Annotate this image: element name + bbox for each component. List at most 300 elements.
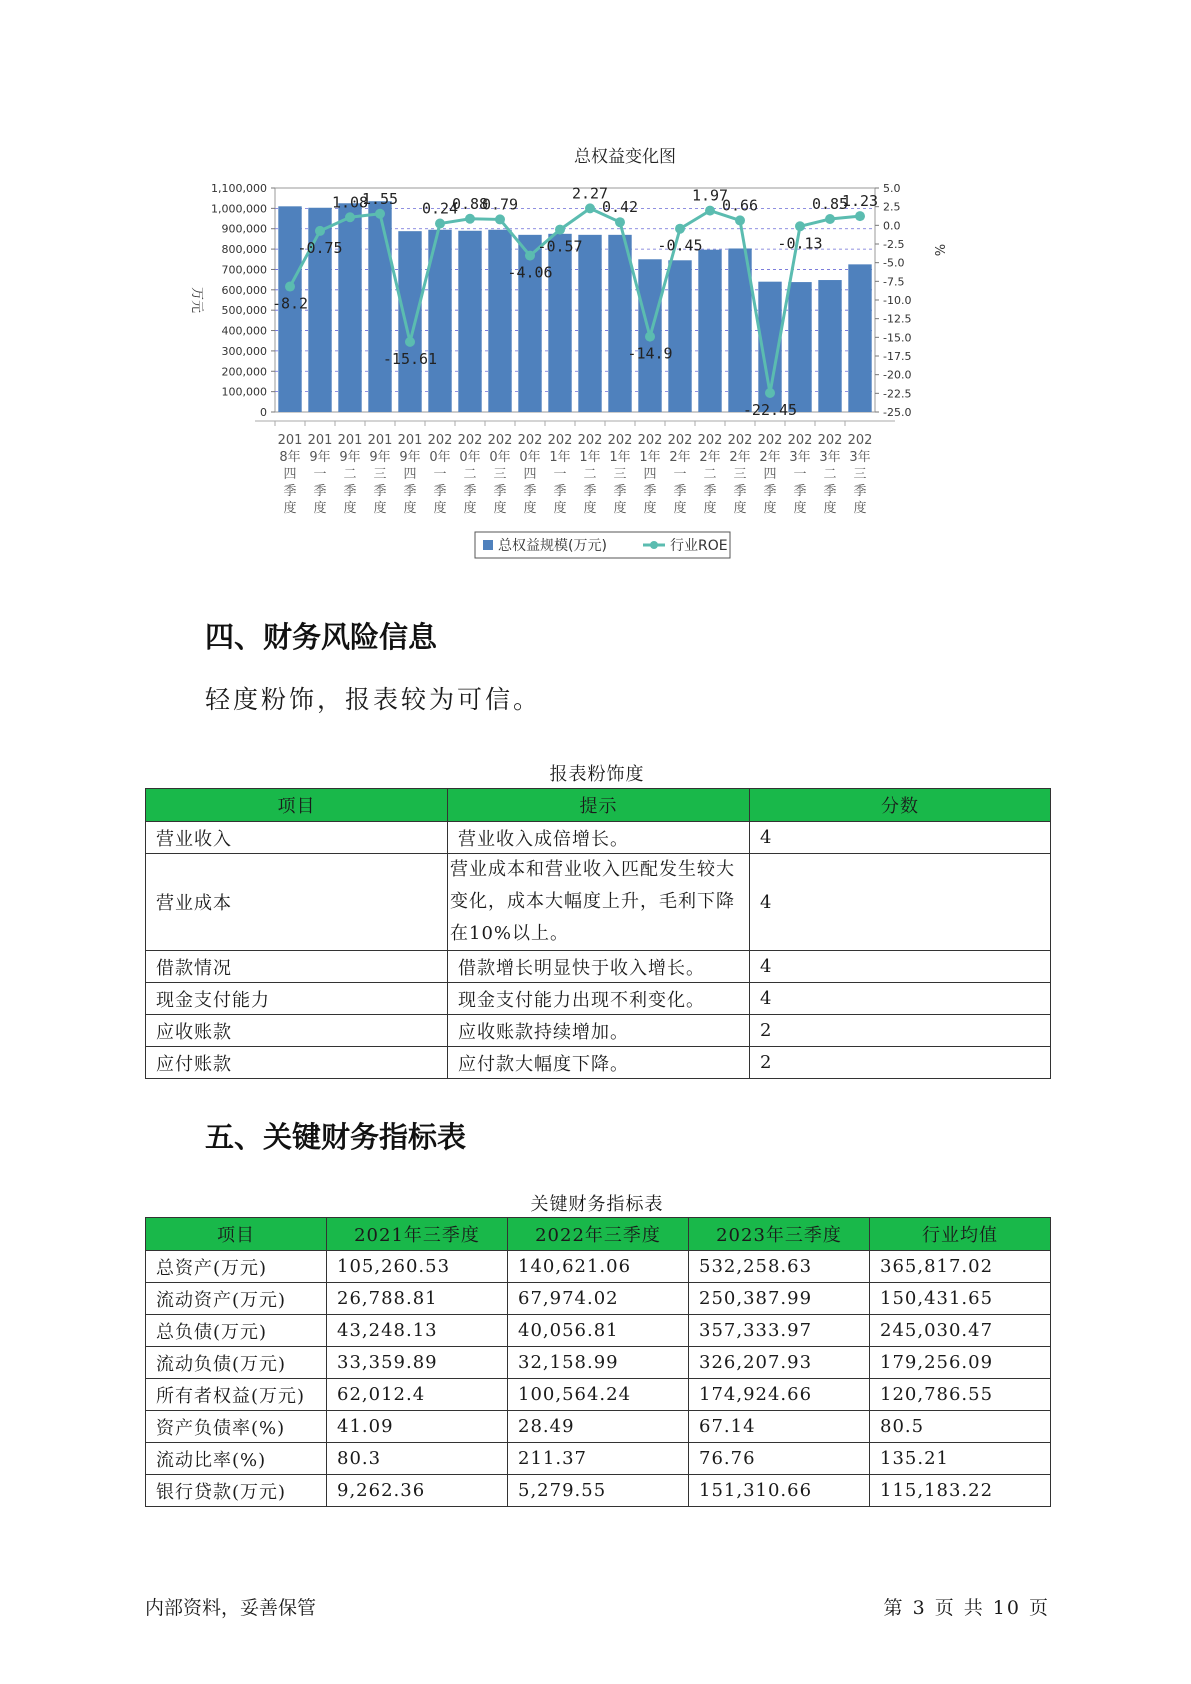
x-tick-label-part: 3年	[819, 450, 841, 465]
y-tick-label: 100,000	[221, 385, 267, 399]
table-cell: 现金支付能力出现不利变化。	[448, 983, 750, 1015]
x-tick-label	[518, 433, 543, 516]
y-tick-label: 900,000	[221, 222, 267, 236]
x-tick-label-part: 季	[283, 484, 297, 499]
roe-point	[315, 226, 325, 236]
table-cell: 资产负债率(%)	[146, 1411, 327, 1443]
table-cell: 应付账款	[146, 1047, 448, 1079]
x-tick-label	[578, 433, 603, 516]
roe-point	[645, 332, 655, 342]
table-cell: 流动比率(%)	[146, 1443, 327, 1475]
y2-tick-label: -15.0	[883, 331, 912, 345]
x-tick-label-part: 季	[763, 484, 777, 499]
y-axis-label: 万元	[189, 286, 204, 314]
x-tick-label-part: 度	[793, 501, 807, 516]
y2-tick-label: -25.0	[883, 406, 912, 419]
x-tick-label-part: 三	[493, 467, 507, 482]
x-tick-label-part: 季	[673, 484, 687, 499]
x-tick-label-part: 202	[457, 433, 483, 448]
x-tick-label	[698, 433, 723, 516]
roe-data-label: -0.13	[777, 234, 823, 253]
bar	[518, 235, 541, 412]
bar	[698, 250, 721, 412]
x-tick-label	[758, 433, 783, 516]
x-tick-label-part: 度	[643, 501, 657, 516]
roe-point	[855, 211, 865, 221]
table-cell: 76.76	[689, 1443, 870, 1475]
x-tick-label	[338, 433, 363, 516]
table-row	[146, 1047, 1051, 1079]
equity-chart	[165, 140, 985, 590]
x-tick-label-part: 二	[703, 467, 717, 482]
table-cell: 营业收入成倍增长。	[448, 822, 750, 854]
x-tick-label	[308, 433, 333, 516]
bar	[338, 203, 361, 412]
x-tick-label-part: 四	[403, 467, 417, 482]
x-tick-label-part: 201	[307, 433, 333, 448]
table-row	[146, 1347, 1051, 1379]
legend-line-label: 行业ROE	[670, 538, 728, 554]
roe-data-label: 0.42	[601, 198, 639, 217]
x-tick-label-part: 一	[313, 467, 327, 482]
y2-tick-label: -5.0	[883, 256, 905, 270]
roe-point	[615, 217, 625, 227]
x-tick-label-part: 季	[793, 484, 807, 499]
table-cell: 43,248.13	[327, 1315, 508, 1347]
table-cell: 所有者权益(万元)	[146, 1379, 327, 1411]
x-tick-label-part: 1年	[639, 450, 661, 465]
legend-line-marker	[650, 541, 658, 549]
x-tick-label-part: 二	[343, 467, 357, 482]
x-tick-label-part: 四	[643, 467, 657, 482]
table-row	[146, 1283, 1051, 1315]
x-tick-label-part: 1年	[609, 450, 631, 465]
roe-point	[435, 219, 445, 229]
x-tick-label-part: 度	[313, 501, 327, 516]
table-cell: 115,183.22	[870, 1475, 1051, 1507]
x-tick-label-part: 季	[643, 484, 657, 499]
x-tick-label-part: 202	[547, 433, 573, 448]
x-tick-label-part: 度	[763, 501, 777, 516]
y-tick-label: 1,100,000	[211, 182, 267, 195]
table-cell: 应付款大幅度下降。	[448, 1047, 750, 1079]
table-cell: 4	[750, 951, 1051, 983]
table-cell: 借款增长明显快于收入增长。	[448, 951, 750, 983]
x-tick-label-part: 度	[493, 501, 507, 516]
x-tick-label-part: 季	[463, 484, 477, 499]
y-tick-label: 300,000	[221, 344, 267, 358]
x-tick-label-part: 202	[637, 433, 663, 448]
x-tick-label-part: 201	[367, 433, 393, 448]
x-tick-label-part: 度	[463, 501, 477, 516]
bar	[488, 230, 511, 412]
x-tick-label-part: 202	[727, 433, 753, 448]
roe-data-label: 2.27	[571, 184, 609, 203]
x-tick-label-part: 二	[583, 467, 597, 482]
y2-tick-label: 5.0	[883, 182, 901, 195]
table-cell: 105,260.53	[327, 1251, 508, 1283]
y-tick-label: 600,000	[221, 283, 267, 297]
x-tick-label-part: 季	[613, 484, 627, 499]
header-cell: 项目	[146, 1218, 327, 1251]
x-tick-label-part: 202	[757, 433, 783, 448]
header-cell: 行业均值	[870, 1218, 1051, 1251]
x-tick-label-part: 二	[823, 467, 837, 482]
x-tick-label-part: 202	[667, 433, 693, 448]
roe-data-label: -22.45	[742, 400, 798, 419]
table-row	[146, 1475, 1051, 1507]
table-cell: 5,279.55	[508, 1475, 689, 1507]
x-tick-label-part: 季	[733, 484, 747, 499]
y-tick-label: 0	[260, 406, 267, 419]
header-cell: 项目	[146, 789, 448, 822]
roe-point	[555, 225, 565, 235]
x-tick-label-part: 0年	[519, 450, 541, 465]
table-cell: 4	[750, 822, 1051, 854]
bar	[578, 235, 601, 412]
x-tick-label-part: 四	[523, 467, 537, 482]
table-cell: 银行贷款(万元)	[146, 1475, 327, 1507]
x-tick-label-part: 202	[817, 433, 843, 448]
x-tick-label-part: 9年	[399, 450, 421, 465]
x-tick-label-part: 2年	[669, 450, 691, 465]
table-cell: 532,258.63	[689, 1251, 870, 1283]
chart-title: 总权益变化图	[574, 147, 676, 167]
x-tick-label	[638, 433, 663, 516]
table-cell: 150,431.65	[870, 1283, 1051, 1315]
y2-axis-label: %	[931, 243, 946, 257]
table-cell: 应收账款持续增加。	[448, 1015, 750, 1047]
roe-data-label: -15.61	[382, 349, 438, 368]
table-cell: 营业收入	[146, 822, 448, 854]
y2-tick-label: -7.5	[883, 275, 905, 289]
roe-point	[675, 224, 685, 234]
header-cell: 2023年三季度	[689, 1218, 870, 1251]
roe-data-label: 0.85	[811, 194, 849, 213]
bar	[848, 264, 871, 412]
table-cell: 62,012.4	[327, 1379, 508, 1411]
bar	[458, 231, 481, 412]
table-cell: 营业成本	[146, 854, 448, 951]
table-cell: 211.37	[508, 1443, 689, 1475]
table-cell: 365,817.02	[870, 1251, 1051, 1283]
y2-tick-label: 0.0	[883, 219, 901, 233]
table-row	[146, 951, 1051, 983]
x-tick-label-part: 度	[403, 501, 417, 516]
table-row	[146, 1315, 1051, 1347]
roe-point	[705, 206, 715, 216]
table-cell: 250,387.99	[689, 1283, 870, 1315]
legend-bar-swatch	[483, 540, 493, 550]
roe-point	[375, 209, 385, 219]
y2-tick-label: -10.0	[883, 294, 912, 307]
x-tick-label-part: 202	[787, 433, 813, 448]
x-tick-label-part: 9年	[369, 450, 391, 465]
table-cell: 9,262.36	[327, 1475, 508, 1507]
table-cell: 32,158.99	[508, 1347, 689, 1379]
roe-data-label: -8.2	[271, 294, 309, 313]
table-cell: 借款情况	[146, 951, 448, 983]
x-tick-label-part: 201	[277, 433, 303, 448]
x-tick-label	[818, 433, 843, 516]
x-tick-label-part: 2年	[729, 450, 751, 465]
x-tick-label-part: 三	[853, 467, 867, 482]
bar	[368, 201, 391, 412]
x-tick-label	[398, 433, 423, 516]
table-row	[146, 1251, 1051, 1283]
table-cell: 41.09	[327, 1411, 508, 1443]
x-tick-label-part: 3年	[849, 450, 871, 465]
x-tick-label-part: 三	[733, 467, 747, 482]
x-tick-label-part: 季	[523, 484, 537, 499]
x-tick-label-part: 季	[853, 484, 867, 499]
x-tick-label-part: 202	[847, 433, 873, 448]
header-cell: 2021年三季度	[327, 1218, 508, 1251]
x-tick-label-part: 度	[373, 501, 387, 516]
bar	[818, 280, 841, 412]
x-tick-label-part: 3年	[789, 450, 811, 465]
x-tick-label-part: 季	[343, 484, 357, 499]
bar	[398, 231, 421, 412]
table-cell: 2	[750, 1015, 1051, 1047]
table-cell: 现金支付能力	[146, 983, 448, 1015]
x-tick-label	[368, 433, 393, 516]
x-tick-label	[608, 433, 633, 516]
roe-point	[825, 214, 835, 224]
table-cell: 4	[750, 983, 1051, 1015]
table-cell: 140,621.06	[508, 1251, 689, 1283]
roe-point	[345, 212, 355, 222]
x-tick-label	[668, 433, 693, 516]
x-tick-label-part: 一	[433, 467, 447, 482]
x-tick-label-part: 三	[613, 467, 627, 482]
header-cell: 提示	[448, 789, 750, 822]
x-tick-label-part: 202	[427, 433, 453, 448]
roe-data-label: 0.24	[421, 199, 459, 218]
x-tick-label-part: 8年	[279, 450, 301, 465]
x-tick-label-part: 度	[823, 501, 837, 516]
roe-data-label: 1.55	[361, 189, 399, 208]
roe-point	[495, 214, 505, 224]
table-cell: 67.14	[689, 1411, 870, 1443]
x-tick-label-part: 1年	[579, 450, 601, 465]
x-tick-label-part: 度	[673, 501, 687, 516]
roe-data-label: 1.23	[841, 192, 879, 211]
x-tick-label-part: 度	[523, 501, 537, 516]
table-cell: 流动负债(万元)	[146, 1347, 327, 1379]
header-cell: 分数	[750, 789, 1051, 822]
plot-frame	[275, 188, 875, 412]
x-tick-label-part: 度	[433, 501, 447, 516]
x-tick-label	[848, 433, 873, 516]
x-tick-label	[728, 433, 753, 516]
table-row	[146, 1443, 1051, 1475]
y2-tick-label: -20.0	[883, 368, 912, 382]
table-cell: 80.3	[327, 1443, 508, 1475]
y-tick-label: 800,000	[221, 243, 267, 257]
section5-heading: 五、关键财务指标表	[205, 1120, 467, 1154]
roe-point	[765, 388, 775, 398]
x-tick-label-part: 度	[343, 501, 357, 516]
x-tick-label-part: 201	[337, 433, 363, 448]
table-cell: 135.21	[870, 1443, 1051, 1475]
table-row	[146, 1411, 1051, 1443]
roe-data-label: 1.08	[331, 193, 369, 212]
y-tick-label: 500,000	[221, 304, 267, 318]
x-tick-label-part: 季	[433, 484, 447, 499]
roe-data-label: 0.66	[721, 196, 759, 215]
roe-point	[465, 214, 475, 224]
y-tick-label: 700,000	[221, 263, 267, 277]
y2-tick-label: -22.5	[883, 387, 912, 401]
x-tick-label-part: 度	[553, 501, 567, 516]
roe-point	[735, 215, 745, 225]
table-cell: 174,924.66	[689, 1379, 870, 1411]
metrics-table	[145, 1217, 1051, 1507]
roe-data-label: -0.75	[297, 238, 343, 257]
x-tick-label-part: 季	[313, 484, 327, 499]
y2-tick-label: -17.5	[883, 350, 912, 363]
x-tick-label-part: 三	[373, 467, 387, 482]
x-tick-label-part: 一	[553, 467, 567, 482]
x-tick-label	[488, 433, 513, 516]
x-tick-label-part: 度	[583, 501, 597, 516]
risk-table	[145, 788, 1051, 1079]
table-cell: 245,030.47	[870, 1315, 1051, 1347]
x-tick-label-part: 一	[793, 467, 807, 482]
x-tick-label-part: 1年	[549, 450, 571, 465]
equity-chart-svg	[165, 140, 985, 590]
roe-point	[525, 251, 535, 261]
table-cell: 151,310.66	[689, 1475, 870, 1507]
x-tick-label-part: 2年	[699, 450, 721, 465]
roe-data-label: 1.97	[691, 186, 729, 205]
table-cell: 100,564.24	[508, 1379, 689, 1411]
table-cell: 67,974.02	[508, 1283, 689, 1315]
table-cell: 80.5	[870, 1411, 1051, 1443]
metrics-table-header	[146, 1218, 1051, 1251]
table-row	[146, 1379, 1051, 1411]
y2-tick-label: -12.5	[883, 312, 912, 326]
x-tick-label-part: 季	[583, 484, 597, 499]
table-row	[146, 1015, 1051, 1047]
x-tick-label-part: 202	[487, 433, 513, 448]
x-tick-label-part: 0年	[459, 450, 481, 465]
table-cell: 营业成本和营业收入匹配发生较大变化，成本大幅度上升，毛利下降在10%以上。	[448, 854, 750, 951]
x-tick-label-part: 202	[577, 433, 603, 448]
x-tick-label-part: 度	[733, 501, 747, 516]
table-cell: 2	[750, 1047, 1051, 1079]
x-tick-label-part: 季	[493, 484, 507, 499]
table-cell: 357,333.97	[689, 1315, 870, 1347]
table-cell: 326,207.93	[689, 1347, 870, 1379]
x-tick-label-part: 四	[283, 467, 297, 482]
x-tick-label-part: 四	[763, 467, 777, 482]
x-tick-label-part: 9年	[339, 450, 361, 465]
table-row	[146, 983, 1051, 1015]
table-cell: 120,786.55	[870, 1379, 1051, 1411]
x-tick-label	[278, 433, 303, 516]
bar	[788, 282, 811, 412]
roe-data-label: -14.9	[627, 344, 673, 363]
roe-point	[285, 282, 295, 292]
roe-data-label: -0.45	[657, 236, 703, 255]
x-tick-label-part: 2年	[759, 450, 781, 465]
risk-table-header	[146, 789, 1051, 822]
table-cell: 4	[750, 854, 1051, 951]
x-tick-label-part: 202	[697, 433, 723, 448]
table-cell: 26,788.81	[327, 1283, 508, 1315]
x-tick-label-part: 季	[823, 484, 837, 499]
x-tick-label-part: 季	[403, 484, 417, 499]
x-tick-label-part: 季	[373, 484, 387, 499]
x-tick-label-part: 一	[673, 467, 687, 482]
header-cell: 2022年三季度	[508, 1218, 689, 1251]
roe-point	[585, 203, 595, 213]
y2-tick-label: 2.5	[883, 200, 901, 214]
roe-point	[405, 337, 415, 347]
x-tick-label	[548, 433, 573, 516]
roe-data-label: -4.06	[507, 263, 553, 282]
metrics-table-caption: 关键财务指标表	[530, 1194, 664, 1215]
roe-data-label: 0.79	[481, 195, 519, 214]
table-cell: 总负债(万元)	[146, 1315, 327, 1347]
y-tick-label: 1,000,000	[211, 202, 267, 216]
bar	[548, 234, 571, 412]
x-tick-label-part: 季	[553, 484, 567, 499]
table-cell: 40,056.81	[508, 1315, 689, 1347]
table-row	[146, 822, 1051, 854]
bar	[608, 235, 631, 412]
footer-confidential: 内部资料，妥善保管	[145, 1597, 317, 1619]
risk-summary: 轻度粉饰，报表较为可信。	[205, 685, 542, 714]
y-tick-label: 400,000	[221, 324, 267, 338]
roe-data-label: 0.88	[451, 194, 489, 213]
x-tick-label-part: 度	[613, 501, 627, 516]
legend-bar-label: 总权益规模(万元)	[498, 538, 607, 554]
table-cell: 33,359.89	[327, 1347, 508, 1379]
x-tick-label-part: 9年	[309, 450, 331, 465]
roe-data-label: -0.57	[537, 237, 583, 256]
table-row	[146, 854, 1051, 951]
table-cell: 179,256.09	[870, 1347, 1051, 1379]
x-tick-label-part: 202	[517, 433, 543, 448]
table-cell: 应收账款	[146, 1015, 448, 1047]
x-tick-label-part: 度	[853, 501, 867, 516]
x-tick-label-part: 201	[397, 433, 423, 448]
table-cell: 总资产(万元)	[146, 1251, 327, 1283]
x-tick-label-part: 202	[607, 433, 633, 448]
x-tick-label-part: 度	[283, 501, 297, 516]
bar	[668, 260, 691, 412]
x-tick-label	[428, 433, 453, 516]
risk-table-caption: 报表粉饰度	[549, 764, 645, 785]
x-tick-label-part: 0年	[489, 450, 511, 465]
x-tick-label	[788, 433, 813, 516]
section4-heading: 四、财务风险信息	[205, 620, 438, 654]
x-tick-label-part: 二	[463, 467, 477, 482]
x-tick-label-part: 度	[703, 501, 717, 516]
table-cell: 28.49	[508, 1411, 689, 1443]
footer-page-number: 第 3 页 共 10 页	[883, 1597, 1050, 1619]
roe-point	[795, 221, 805, 231]
y-tick-label: 200,000	[221, 365, 267, 379]
x-tick-label-part: 季	[703, 484, 717, 499]
x-tick-label-part: 0年	[429, 450, 451, 465]
y2-tick-label: -2.5	[883, 238, 905, 251]
x-tick-label	[458, 433, 483, 516]
table-cell: 流动资产(万元)	[146, 1283, 327, 1315]
